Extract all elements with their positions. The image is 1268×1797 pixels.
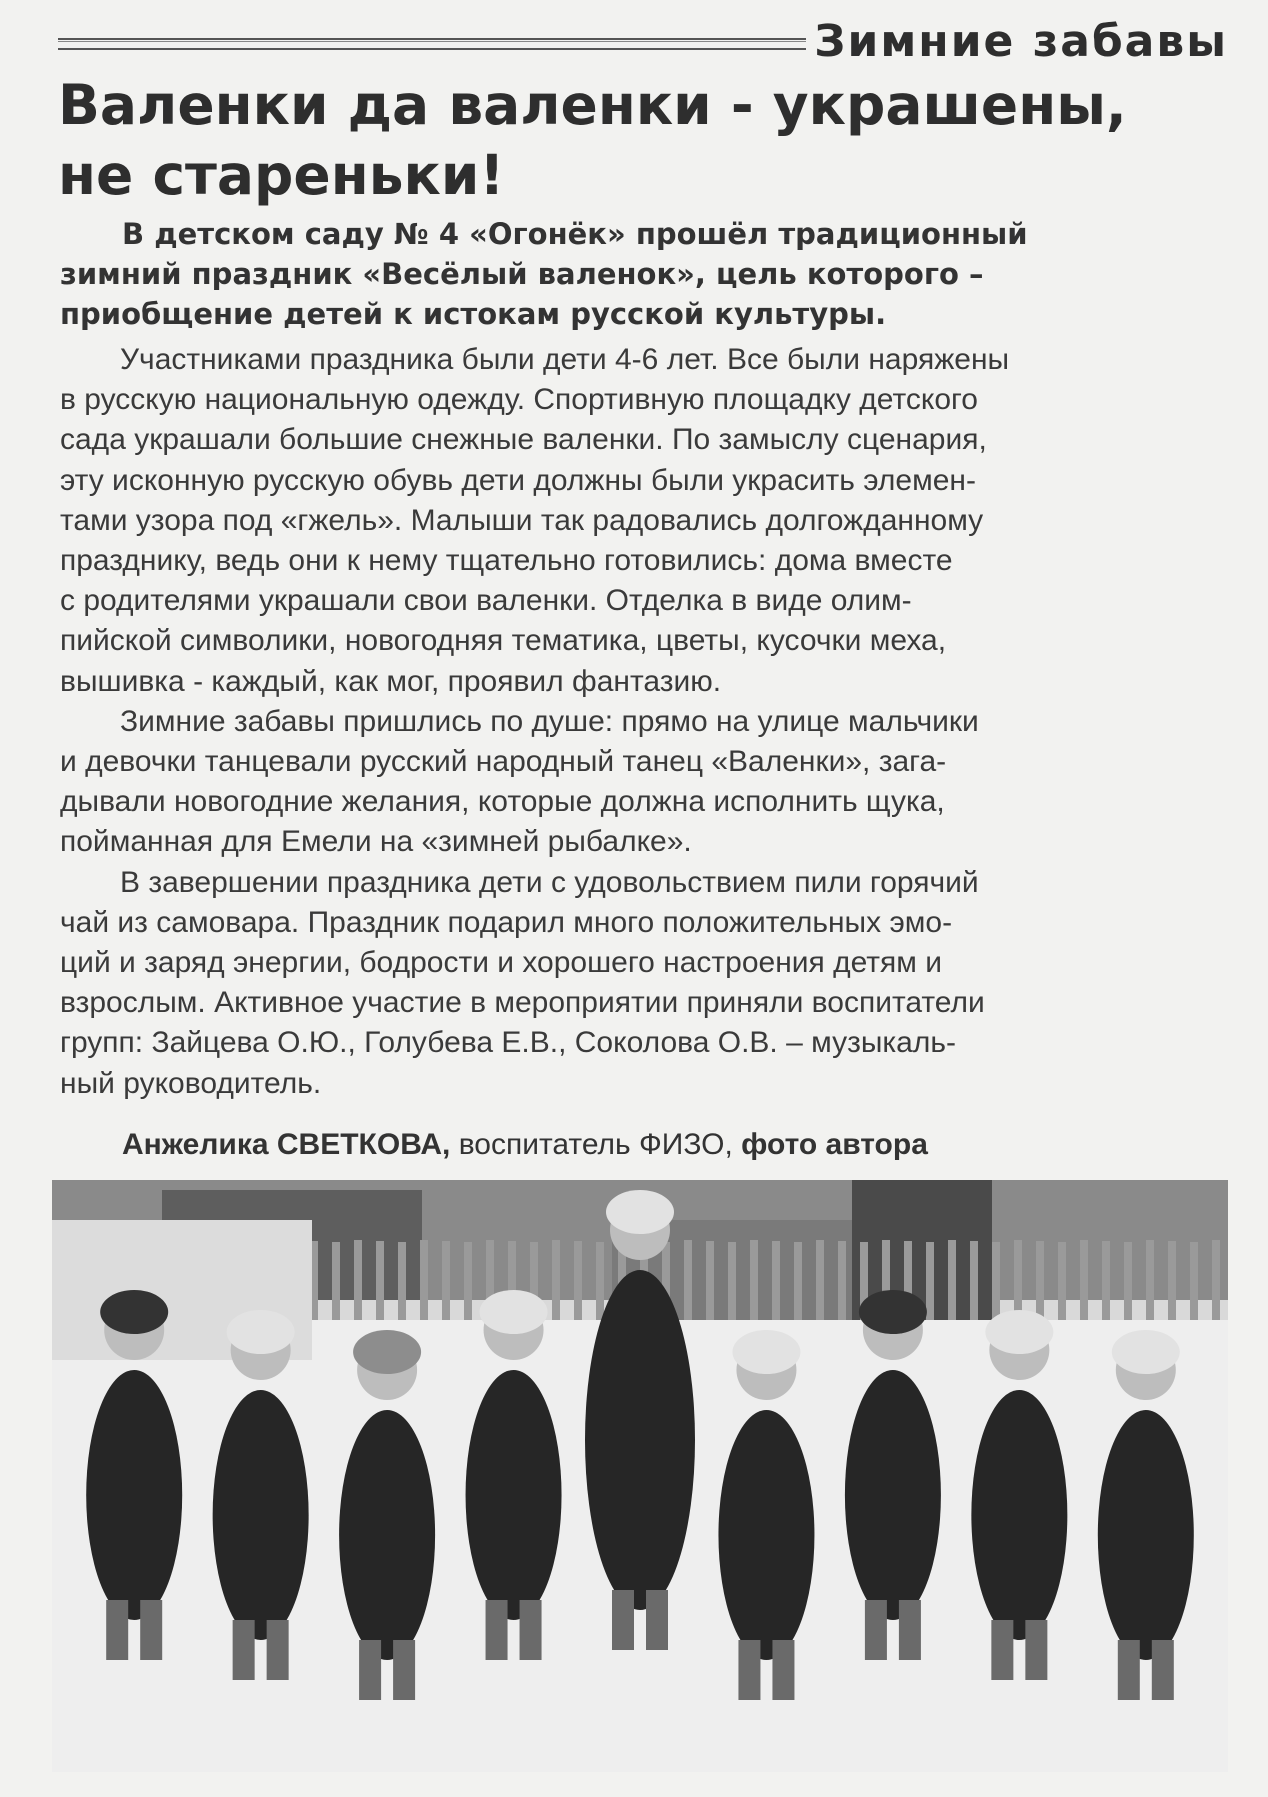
photo-illustration <box>52 1180 1228 1772</box>
photo-fence-post <box>926 1242 934 1332</box>
child-hat <box>1112 1330 1180 1374</box>
child-boot <box>393 1640 415 1700</box>
child-boot <box>233 1620 255 1680</box>
paragraph-3 <box>60 863 1230 1104</box>
photo-fence-post <box>552 1240 560 1330</box>
photo-fence-post <box>332 1242 340 1332</box>
body-line: сада украшали большие снежные валенки. По замыслу сценария, <box>60 423 987 457</box>
child-body <box>1098 1410 1194 1660</box>
photo-fence-post <box>420 1240 428 1330</box>
photo-fence-post <box>464 1242 472 1332</box>
article-lead <box>60 214 1230 334</box>
child-body <box>971 1390 1067 1640</box>
child-boot <box>106 1600 128 1660</box>
body-line: пийской символики, новогодняя тематика, цветы, кусочки меха, <box>60 624 947 658</box>
photo-fence-post <box>1102 1241 1110 1331</box>
body-line: празднику, ведь они к нему тщательно готовились: дома вместе <box>60 544 953 578</box>
photo-fence-post <box>1080 1240 1088 1330</box>
photo-fence-post <box>1058 1242 1066 1332</box>
child-boot <box>140 1600 162 1660</box>
headline-line: не стареньки! <box>58 143 505 207</box>
paragraph-1 <box>60 340 1230 702</box>
photo-fence-post <box>728 1242 736 1332</box>
body-line: В завершении праздника дети с удовольствием пили горячий <box>120 865 979 899</box>
photo-fence-post <box>816 1240 824 1330</box>
child-boot <box>486 1600 508 1660</box>
child-body <box>339 1410 435 1660</box>
body-line: с родителями украшали свои валенки. Отделка в виде олим- <box>60 584 912 618</box>
body-line: чай из самовара. Праздник подарил много положительных эмо- <box>60 905 953 939</box>
photo-fence-post <box>1124 1242 1132 1332</box>
byline-credit: фото автора <box>741 1128 928 1161</box>
photo-fence-post <box>772 1241 780 1331</box>
photo-fence-post <box>706 1241 714 1331</box>
photo-fence-post <box>838 1241 846 1331</box>
child-boot <box>899 1600 921 1660</box>
body-line: пойманная для Емели на «зимней рыбалке». <box>60 825 692 859</box>
photo-fence-post <box>376 1241 384 1331</box>
child-body <box>718 1410 814 1660</box>
child-hat <box>859 1290 927 1334</box>
photo-fence-post <box>794 1242 802 1332</box>
child-boot <box>1118 1640 1140 1700</box>
child-boot <box>738 1640 760 1700</box>
rubric-rule <box>58 38 806 50</box>
photo-fence-post <box>354 1240 362 1330</box>
child-boot <box>359 1640 381 1700</box>
byline-author: Анжелика СВЕТКОВА, <box>122 1128 451 1161</box>
paragraph-2 <box>60 702 1230 863</box>
child-hat <box>732 1330 800 1374</box>
byline-role: воспитатель ФИЗО, <box>450 1128 742 1161</box>
photo-fence-post <box>1212 1240 1220 1330</box>
rubric-title: Зимние забавы <box>814 16 1228 67</box>
child-hat <box>480 1290 548 1334</box>
body-line: в русскую национальную одежду. Спортивную площадку детского <box>60 383 978 417</box>
photo-fence-post <box>1146 1240 1154 1330</box>
child-boot <box>520 1600 542 1660</box>
body-line: вышивка - каждый, как мог, проявил фантазию. <box>60 664 722 698</box>
photo-fence-post <box>970 1241 978 1331</box>
child-boot <box>865 1600 887 1660</box>
body-line: Зимние забавы пришлись по душе: прямо на улице мальчики <box>120 704 979 738</box>
photo-fence-post <box>1190 1242 1198 1332</box>
body-line: групп: Зайцева О.Ю., Голубева Е.В., Соколова О.В. – музыкаль- <box>60 1026 956 1060</box>
photo-fence-post <box>574 1241 582 1331</box>
child-boot <box>646 1590 668 1650</box>
body-line: и девочки танцевали русский народный танец «Валенки», зага- <box>60 745 947 779</box>
lead-line: зимний праздник «Весёлый валенок», цель которого – <box>60 257 984 291</box>
child-hat <box>353 1330 421 1374</box>
lead-line: приобщение детей к истокам русской культуры. <box>60 297 887 331</box>
body-line: взрослым. Активное участие в мероприятии приняли воспитатели <box>60 986 985 1020</box>
body-line: ций и заряд энергии, бодрости и хорошего настроения детям и <box>60 946 942 980</box>
article-byline <box>122 1128 928 1162</box>
body-line: Участниками праздника были дети 4-6 лет. Все были наряжены <box>120 343 1010 376</box>
child-hat <box>227 1310 295 1354</box>
article-headline <box>58 70 1218 210</box>
child-body <box>585 1270 695 1610</box>
body-line: эту исконную русскую обувь дети должны были украсить элемен- <box>60 463 976 497</box>
child-hat <box>606 1190 674 1234</box>
child-hat <box>985 1310 1053 1354</box>
headline-line: Валенки да валенки - украшены, <box>58 73 1127 137</box>
photo-fence-post <box>442 1241 450 1331</box>
child-boot <box>612 1590 634 1650</box>
child-boot <box>1025 1620 1047 1680</box>
photo-fence-post <box>948 1240 956 1330</box>
child-body <box>213 1390 309 1640</box>
body-line: дывали новогодние желания, которые должна исполнить щука, <box>60 785 945 819</box>
child-boot <box>267 1620 289 1680</box>
child-boot <box>772 1640 794 1700</box>
article-photo <box>52 1180 1228 1772</box>
child-hat <box>100 1290 168 1334</box>
article-body <box>60 340 1230 1104</box>
photo-fence-post <box>684 1240 692 1330</box>
body-line: ный руководитель. <box>60 1066 322 1100</box>
child-body <box>845 1370 941 1620</box>
photo-fence-post <box>750 1240 758 1330</box>
child-boot <box>1152 1640 1174 1700</box>
child-body <box>466 1370 562 1620</box>
body-line: тами узора под «гжель». Малыши так радовались долгожданному <box>60 503 984 537</box>
lead-line: В детском саду № 4 «Огонёк» прошёл традиционный <box>122 217 1028 251</box>
child-boot <box>991 1620 1013 1680</box>
photo-fence-post <box>1168 1241 1176 1331</box>
photo-fence-post <box>398 1242 406 1332</box>
child-body <box>86 1370 182 1620</box>
